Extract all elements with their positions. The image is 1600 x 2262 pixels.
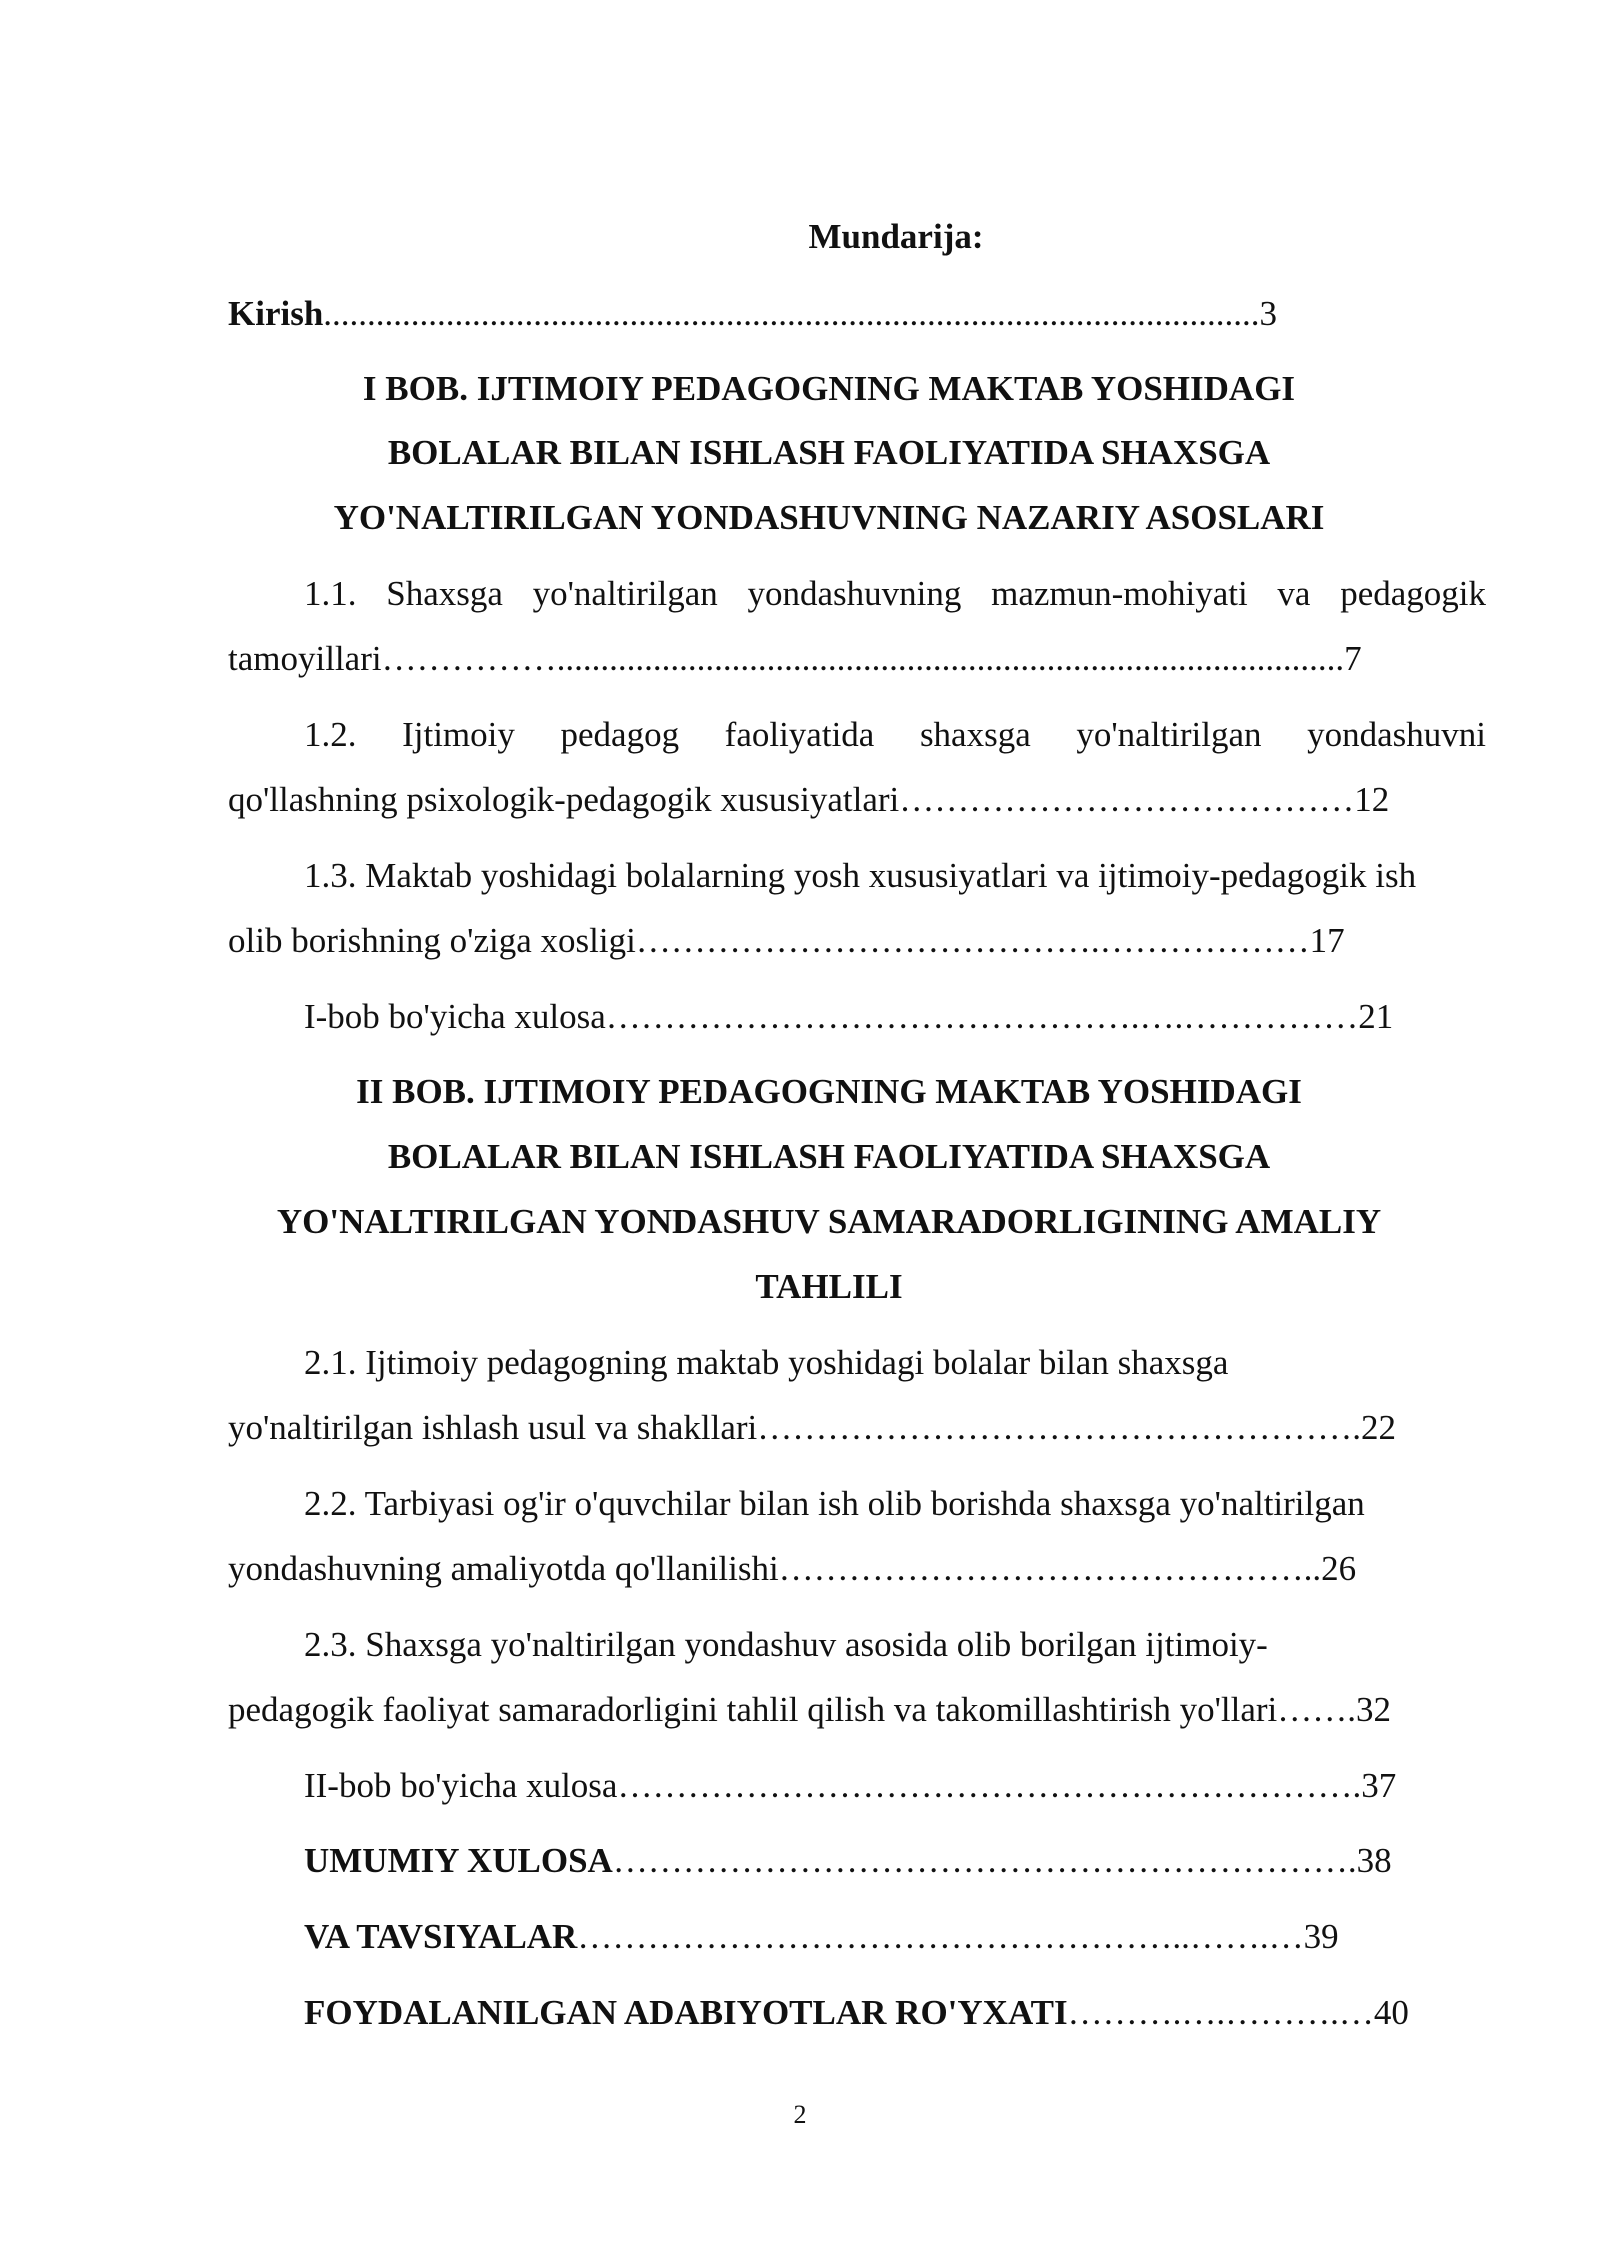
chapter-1-heading-line-2: BOLALAR BILAN ISHLASH FAOLIYATIDA SHAXSGA	[387, 433, 1271, 472]
toc-entry-1-1-line-2[interactable]: tamoyillari……………..........................................................................................7	[228, 639, 1362, 678]
toc-entry-2-2-line-2[interactable]: yondashuvning amaliyotda qo'llanilishi………………………………………..26	[228, 1549, 1357, 1588]
toc-entry-2-3-line-1[interactable]: 2.3. Shaxsga yo'naltirilgan yondashuv asosida olib borilgan ijtimoiy-	[304, 1625, 1268, 1664]
toc-entry-label: FOYDALANILGAN ADABIYOTLAR RO'YXATI	[304, 1993, 1068, 2032]
toc-entry-1-3-line-1[interactable]: 1.3. Maktab yoshidagi bolalarning yosh xususiyatlari va ijtimoiy-pedagogik ish	[304, 856, 1417, 895]
chapter-1-heading-line-3: YO'NALTIRILGAN YONDASHUVNING NAZARIY ASOSLARI	[333, 498, 1325, 537]
toc-entry-chapter-2-conclusion[interactable]: II-bob bo'yicha xulosa……………………………………………………….37	[304, 1766, 1397, 1805]
toc-entry-recommendations[interactable]	[304, 1914, 1486, 1960]
toc-entry-label: Kirish	[228, 294, 324, 333]
toc-entry-1-2-line-2[interactable]: qo'llashning psixologik-pedagogik xususiyatlari…………………………………12	[228, 780, 1390, 819]
page-number: 2	[793, 2100, 807, 2129]
toc-entry-general-conclusion[interactable]	[304, 1838, 1486, 1884]
chapter-1-heading-line-1: I BOB. IJTIMOIY PEDAGOGNING MAKTAB YOSHIDAGI	[362, 369, 1296, 408]
chapter-2-heading-line-4: TAHLILI	[755, 1267, 903, 1306]
chapter-2-heading-line-2: BOLALAR BILAN ISHLASH FAOLIYATIDA SHAXSGA	[387, 1137, 1271, 1176]
toc-entry-kirish[interactable]	[228, 291, 1486, 337]
toc-entry-leader: ……………………………………………..…….…39	[577, 1917, 1339, 1956]
toc-entry-references[interactable]	[304, 1990, 1486, 2036]
toc-title: Mundarija:	[808, 217, 984, 256]
toc-entry-2-3-line-2[interactable]: pedagogik faoliyat samaradorligini tahlil qilish va takomillashtirish yo'llari…….32	[228, 1690, 1392, 1729]
toc-entry-2-1-line-1[interactable]: 2.1. Ijtimoiy pedagogning maktab yoshidagi bolalar bilan shaxsga	[304, 1343, 1229, 1382]
toc-entry-1-3-line-2[interactable]: olib borishning o'ziga xosligi………………………………….………………17	[228, 921, 1345, 960]
toc-entry-leader: ……….….……….…40	[1067, 1993, 1409, 2032]
chapter-2-heading-line-3: YO'NALTIRILGAN YONDASHUV SAMARADORLIGINING AMALIY	[276, 1202, 1382, 1241]
toc-entry-label: VA TAVSIYALAR	[304, 1917, 578, 1956]
toc-entry-1-1-line-1[interactable]: 1.1. Shaxsga yo'naltirilgan yondashuvning mazmun-mohiyati va pedagogik	[304, 574, 1486, 613]
toc-entry-label: UMUMIY XULOSA	[304, 1841, 613, 1880]
toc-entry-chapter-1-conclusion[interactable]: I-bob bo'yicha xulosa……………………………………….….……………21	[304, 997, 1394, 1036]
toc-entry-leader: ...........................................................................................................3	[323, 294, 1278, 333]
toc-entry-1-2-line-1[interactable]: 1.2. Ijtimoiy pedagog faoliyatida shaxsga yo'naltirilgan yondashuvni	[304, 715, 1486, 754]
chapter-2-heading-line-1: II BOB. IJTIMOIY PEDAGOGNING MAKTAB YOSHIDAGI	[356, 1072, 1302, 1111]
toc-entry-leader: ……………………………………………………….38	[612, 1841, 1392, 1880]
toc-entry-2-1-line-2[interactable]: yo'naltirilgan ishlash usul va shakllari…………………………………………….22	[228, 1408, 1397, 1447]
toc-entry-2-2-line-1[interactable]: 2.2. Tarbiyasi og'ir o'quvchilar bilan ish olib borishda shaxsga yo'naltirilgan	[304, 1484, 1365, 1523]
